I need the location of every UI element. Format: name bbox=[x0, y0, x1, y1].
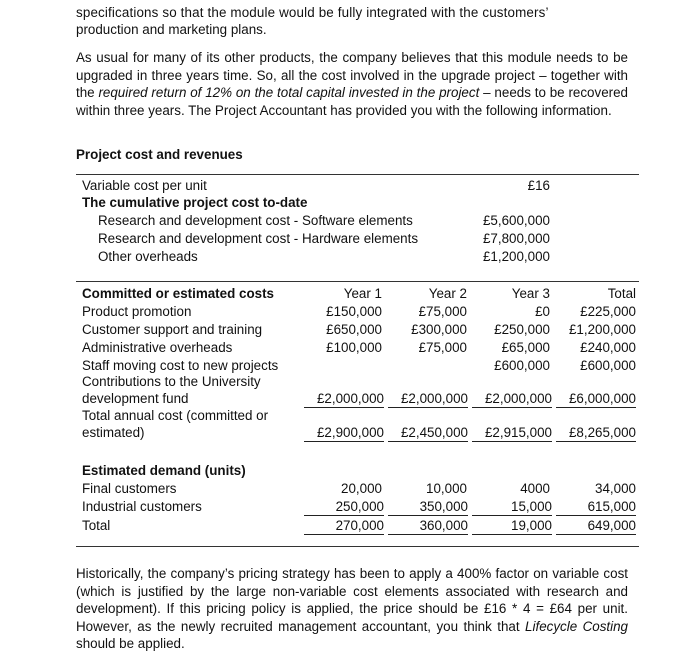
closing-paragraph bbox=[76, 565, 628, 653]
demand-cell: 350,000 bbox=[388, 498, 468, 516]
intro-line-1-text: specifications so that the module would be fully integrated with the customers’ bbox=[76, 5, 549, 20]
cost-cell: £75,000 bbox=[418, 304, 467, 319]
demand-cell: 10,000 bbox=[426, 481, 467, 496]
demand-row-label: Total bbox=[82, 518, 111, 533]
cumulative-row-label: Research and development cost - Hardware elements bbox=[98, 231, 419, 246]
paragraph-text: – needs to be recovered within three years. The Project Accountant has provided you with the following information. bbox=[76, 85, 629, 118]
cost-row-label: Product promotion bbox=[82, 304, 192, 319]
total-cost-label: estimated) bbox=[82, 425, 145, 440]
demand-cell: 15,000 bbox=[472, 498, 552, 516]
cumulative-row-value: £5,600,000 bbox=[482, 213, 550, 228]
contributions-cell: £6,000,000 bbox=[556, 390, 636, 408]
demand-cell: 4000 bbox=[520, 481, 550, 496]
demand-cell: 649,000 bbox=[556, 517, 636, 535]
cost-cell: £300,000 bbox=[411, 322, 467, 337]
contributions-cell: £2,000,000 bbox=[388, 390, 468, 408]
col-header-year3: Year 3 bbox=[511, 286, 550, 301]
contributions-cell: £2,000,000 bbox=[472, 390, 552, 408]
demand-title: Estimated demand (units) bbox=[82, 463, 246, 478]
cost-cell: £1,200,000 bbox=[568, 322, 636, 337]
cost-cell: £650,000 bbox=[326, 322, 382, 337]
demand-cell: 615,000 bbox=[556, 498, 636, 516]
paragraph-text: should be applied. bbox=[76, 636, 185, 651]
cumulative-row-value: £7,800,000 bbox=[482, 231, 550, 246]
contributions-label: Contributions to the University bbox=[82, 374, 261, 389]
demand-cell: 270,000 bbox=[304, 517, 384, 535]
cost-cell: £250,000 bbox=[494, 322, 550, 337]
cost-cell: £240,000 bbox=[580, 340, 636, 355]
cumulative-cost-title: The cumulative project cost to-date bbox=[82, 195, 308, 210]
cumulative-row-label: Other overheads bbox=[98, 249, 198, 264]
cost-cell: £225,000 bbox=[580, 304, 636, 319]
demand-cell: 360,000 bbox=[388, 517, 468, 535]
cost-cell: £600,000 bbox=[494, 358, 550, 373]
table-divider-rule bbox=[76, 281, 639, 282]
col-header-year2: Year 2 bbox=[428, 286, 467, 301]
total-cost-cell: £8,265,000 bbox=[556, 424, 636, 442]
paragraph-emphasis: Lifecycle Costing bbox=[525, 618, 628, 634]
cost-cell: £65,000 bbox=[501, 340, 550, 355]
demand-row-label: Industrial customers bbox=[82, 499, 202, 514]
contributions-cell: £2,000,000 bbox=[304, 390, 384, 408]
variable-cost-value: £16 bbox=[527, 178, 550, 193]
cost-cell: £600,000 bbox=[580, 358, 636, 373]
variable-cost-label: Variable cost per unit bbox=[82, 178, 207, 193]
intro-line-1 bbox=[76, 4, 628, 21]
total-cost-cell: £2,915,000 bbox=[472, 424, 552, 442]
cost-cell: £0 bbox=[535, 304, 550, 319]
demand-cell: 20,000 bbox=[341, 481, 382, 496]
section-title: Project cost and revenues bbox=[76, 147, 243, 162]
paragraph-text: As usual for many of its other products, the company believes that this module needs to be upgraded in three years time. So, all the cost involved in the upgrade project – together with the bbox=[76, 50, 628, 100]
cost-row-label: Administrative overheads bbox=[82, 340, 233, 355]
col-header-year1: Year 1 bbox=[343, 286, 382, 301]
paragraph-emphasis: required return of 12% on the total capital invested in the project bbox=[98, 85, 480, 100]
total-cost-cell: £2,450,000 bbox=[388, 424, 468, 442]
intro-line-2: production and marketing plans. bbox=[76, 22, 267, 37]
cost-cell: £100,000 bbox=[326, 340, 382, 355]
intro-paragraph bbox=[76, 49, 628, 119]
table-bottom-rule bbox=[76, 546, 639, 547]
cumulative-row-label: Research and development cost - Software elements bbox=[98, 213, 413, 228]
cost-cell: £75,000 bbox=[418, 340, 467, 355]
table-top-rule bbox=[76, 174, 639, 175]
cumulative-row-value: £1,200,000 bbox=[482, 249, 550, 264]
paragraph-text: Historically, the company’s pricing strategy has been to apply a 400% factor on variable cost (which is justified by the large non-variable cost elements associated with research and development). If this pricing policy is applied, the price should be £16 * 4 = £64 per unit. However, as the newly recruited management accountant, you think that bbox=[76, 566, 628, 634]
cost-cell: £150,000 bbox=[326, 304, 382, 319]
demand-cell: 250,000 bbox=[304, 498, 384, 516]
cost-row-label: Customer support and training bbox=[82, 322, 263, 337]
demand-cell: 19,000 bbox=[472, 517, 552, 535]
demand-row-label: Final customers bbox=[82, 481, 177, 496]
committed-costs-title: Committed or estimated costs bbox=[82, 286, 274, 301]
col-header-total: Total bbox=[607, 286, 636, 301]
total-cost-label: Total annual cost (committed or bbox=[82, 408, 269, 423]
cost-row-label: Staff moving cost to new projects bbox=[82, 358, 279, 373]
total-cost-cell: £2,900,000 bbox=[304, 424, 384, 442]
contributions-label: development fund bbox=[82, 391, 189, 406]
demand-cell: 34,000 bbox=[595, 481, 636, 496]
